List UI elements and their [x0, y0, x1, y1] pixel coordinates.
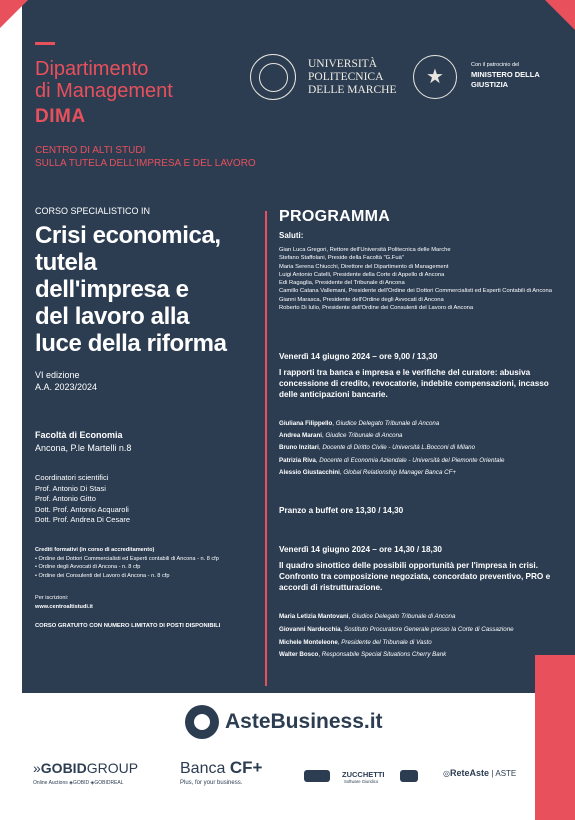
department-line-1: Dipartimento [35, 58, 149, 80]
speaker-name: Michele Monteleone [279, 639, 338, 647]
greetings-heading: Saluti: [279, 231, 304, 240]
gobid-wordmark [33, 760, 138, 776]
greeting-item: Maria Serena Chiucchi, Direttore del Dipartimento di Management [279, 263, 449, 270]
university-line-1: UNIVERSITÀ [308, 58, 377, 70]
ministry-line-1: MINISTERO DELLA [471, 70, 540, 79]
ministry-line-2: GIUSTIZIA [471, 80, 509, 89]
zucchetti-logos [300, 764, 450, 786]
greeting-item: Edi Ragaglia, Presidente del Tribunale di Ancona [279, 280, 405, 287]
course-title-line: tutela [35, 249, 97, 276]
centro-studi [35, 144, 256, 170]
astebusiness-logo [185, 705, 383, 739]
speaker-role: Responsabile Special Situations Cherry Bank [321, 651, 447, 659]
gobid-subtitle: Online Auctions ◈GOBID ◈GOBIDREAL [33, 780, 124, 786]
university-name [308, 58, 396, 97]
greeting-item: Gian Luca Gregori, Rettore dell'Università Politecnica delle Marche [279, 247, 451, 253]
banca-cf-logo [180, 758, 262, 786]
session-1-time: Venerdì 14 giugno 2024 – ore 9,00 / 13,30 [279, 352, 438, 361]
course-type: CORSO SPECIALISTICO IN [35, 206, 151, 216]
speaker: Bruno Inzitari, Docente di Diritto Civile - Università L.Bocconi di Milano [279, 444, 476, 452]
course-title-line: luce della riforma [35, 330, 227, 357]
registration-link[interactable]: www.centroaltistudi.it [35, 603, 93, 610]
department-line-2: di Management [35, 80, 173, 102]
lunch-break: Pranzo a buffet ore 13,30 / 14,30 [279, 506, 404, 515]
credits-heading: Crediti formativi (in corso di accreditamento) [35, 547, 155, 553]
patronage-label: Con il patrocinio del [471, 62, 520, 68]
speaker-name: Patrizia Riva [279, 456, 316, 464]
gobid-logo [33, 760, 138, 786]
greeting-item: Roberto Di Iulio, Presidente dell'Ordine dei Consulenti del Lavoro di Ancona [279, 305, 474, 312]
astebusiness-name: AsteBusiness.it [225, 710, 383, 733]
speaker-name: Walter Bosco [279, 651, 319, 659]
credit-item: • Ordine dei Consulenti del Lavoro di Ancona - n. 8 cfp [35, 572, 170, 579]
speaker-role: Docente di Diritto Civile - Università L.Bocconi di Milano [322, 444, 476, 452]
greeting-item: Luigi Antonio Catelli, Presidente della Corte di Appello di Ancona [279, 271, 445, 278]
session-2-time: Venerdì 14 giugno 2024 – ore 14,30 / 18,30 [279, 545, 442, 554]
credit-item: • Ordine dei Dottori Commercialisti ed Esperti contabili di Ancona - n. 8 cfp [35, 555, 219, 562]
patronage [471, 62, 540, 90]
speaker: Giovanni Nardecchia, Sostituto Procuratore Generale presso la Corte di Cassazione [279, 626, 514, 634]
greeting-item: Stefano Staffolani, Preside della Facoltà "G.Fuà" [279, 255, 404, 262]
speaker-role: Docente di Economia Aziendale - Università del Piemonte Orientale [319, 456, 505, 464]
department-name [35, 58, 173, 102]
reteaste-logo [443, 768, 516, 778]
speaker: Maria Letizia Mantovani, Giudice Delegato Tribunale di Ancona [279, 613, 456, 620]
university-line-2: POLITECNICA [308, 71, 384, 83]
course-edition [35, 369, 255, 393]
speaker: Walter Bosco, Responsabile Special Situations Cherry Bank [279, 651, 447, 659]
gavel-icon [400, 770, 418, 782]
speaker-name: Giovanni Nardecchia [279, 626, 341, 634]
speaker: Giuliana Filippello, Giudice Delegato Tribunale di Ancona [279, 420, 440, 427]
speaker: Andrea Marani, Giudice Tribunale di Ancona [279, 432, 403, 440]
speaker: Michele Monteleone, Presidente del Tribunale di Vasto [279, 639, 432, 647]
credits [35, 546, 219, 580]
accent-dash [35, 42, 55, 45]
session-2-title: Il quadro sinottico delle possibili opportunità per l'impresa in crisi. Confronto tra composizione negoziata, concordato preventivo, PRO e accordi di ristrutturazione. [279, 561, 551, 592]
registration [35, 594, 93, 611]
course-title-line: dell'impresa e [35, 276, 189, 303]
course-block [35, 206, 255, 393]
course-title-line: Crisi economica, [35, 222, 221, 249]
greeting-item: Gianni Marasca, Presidente dell'Ordine degli Avvocati di Ancona [279, 296, 444, 303]
speaker-name: Maria Letizia Mantovani [279, 613, 349, 620]
coordinator: Dott. Prof. Antonio Acquaroli [35, 504, 129, 514]
coordinators-heading: Coordinatori scientifici [35, 473, 109, 482]
gobid-name: GOBID [40, 760, 87, 776]
zucchetti-name: ZUCCHETTI [342, 770, 385, 779]
department-acronym: DIMA [35, 106, 86, 127]
italian-republic-emblem-icon [413, 55, 457, 99]
speaker: Patrizia Riva, Docente di Economia Aziendale - Università del Piemonte Orientale [279, 456, 505, 464]
coordinator: Prof. Antonio Di Stasi [35, 483, 106, 493]
speaker-name: Andrea Marani [279, 432, 322, 440]
speaker-name: Bruno Inzitari [279, 444, 319, 452]
university-seal-icon [250, 54, 296, 100]
centro-line-1: CENTRO DI ALTI STUDI [35, 145, 146, 156]
session-2-speakers [279, 611, 544, 662]
banca-label: Banca [180, 760, 226, 777]
course-title-line: del lavoro alla [35, 303, 190, 330]
programme-heading: PROGRAMMA [279, 208, 391, 225]
banca-wordmark [180, 758, 262, 778]
centro-line-2: SULLA TUTELA DELL'IMPRESA E DEL LAVORO [35, 158, 256, 169]
session-1-title: I rapporti tra banca e impresa e le verifiche del curatore: abusiva concessione di credito, revocatorie, indebite compensazioni, incasso delle anticipazioni bancarie. [279, 368, 549, 399]
session-1-speakers [279, 418, 564, 479]
speaker-role: Giudice Tribunale di Ancona [325, 432, 403, 440]
venue-address: Ancona, P.le Martelli n.8 [35, 443, 132, 453]
zucchetti-subtitle: Software Giuridico [344, 779, 379, 784]
coordinators [35, 473, 130, 526]
banca-tagline: Plus, for your business. [180, 780, 243, 786]
free-course-note: CORSO GRATUITO CON NUMERO LIMITATO DI POSTI DISPONIBILI [35, 623, 221, 629]
speaker-role: Sostituto Procuratore Generale presso la Corte di Cassazione [344, 626, 514, 634]
edition-label: VI edizione [35, 370, 80, 380]
speaker-name: Giuliana Filippello [279, 420, 333, 427]
red-band-bottom-right [535, 655, 575, 820]
reteaste-icon: ◎ [443, 769, 450, 778]
registration-heading: Per iscrizioni: [35, 595, 69, 601]
reteaste-name: ReteAste [449, 768, 489, 778]
divider-line [265, 211, 267, 686]
gobid-group: GROUP [86, 760, 139, 776]
university-line-3: DELLE MARCHE [308, 84, 397, 96]
academic-year: A.A. 2023/2024 [35, 382, 98, 392]
banca-brand: CF+ [229, 758, 263, 777]
speaker-role: Presidente del Tribunale di Vasto [341, 639, 432, 647]
gobid-chevron-icon: » [33, 760, 41, 776]
speaker-role: Global Relationship Manager Banca CF+ [343, 468, 456, 476]
greetings-list [279, 246, 564, 312]
speaker: Alessio Giustacchini, Global Relationship Manager Banca CF+ [279, 468, 456, 476]
greeting-item: Camillo Catana Vallemani, Presidente dell'Ordine dei Dottori Commercialisti ed Esperti Contabili di Ancona [279, 288, 552, 295]
speaker-name: Alessio Giustacchini [279, 468, 340, 476]
coordinator: Prof. Antonio Gitto [35, 494, 96, 503]
speaker-role: Giudice Delegato Tribunale di Ancona [351, 613, 456, 620]
astebusiness-icon [185, 705, 219, 739]
red-corner-top-left [0, 0, 28, 28]
speaker-role: Giudice Delegato Tribunale di Ancona [335, 420, 440, 427]
course-title [35, 222, 255, 357]
coordinator: Dott. Prof. Andrea Di Cesare [35, 515, 131, 524]
gavel-icon [304, 770, 330, 782]
credit-item: • Ordine degli Avvocati di Ancona - n. 8 cfp [35, 564, 141, 570]
reteaste-suffix: | ASTE [491, 769, 517, 778]
red-corner-top-right [545, 0, 575, 30]
venue-title: Facoltà di Economia [35, 430, 123, 440]
